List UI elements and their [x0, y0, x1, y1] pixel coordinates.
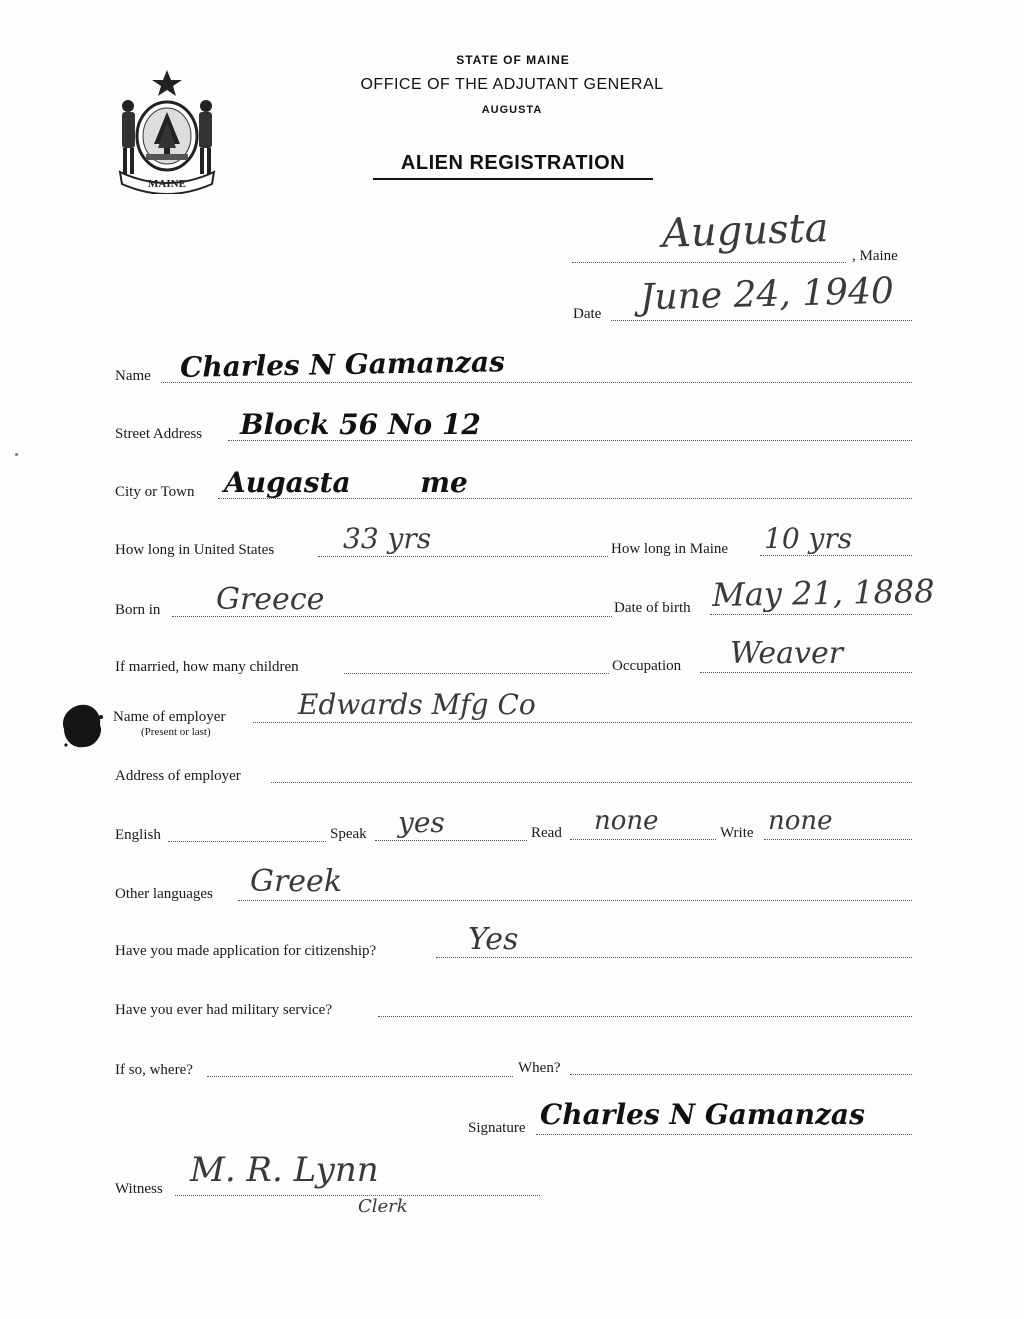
occupation-value[interactable]: Weaver — [730, 636, 844, 671]
signature-line — [536, 1134, 912, 1135]
years-maine-value[interactable]: 10 yrs — [764, 522, 853, 555]
name-value[interactable]: Charles N Gamanzas — [179, 345, 506, 384]
years-maine-line — [760, 555, 912, 556]
scan-speck — [15, 453, 18, 456]
employer-label: Name of employer — [113, 709, 226, 725]
signature-label: Signature — [468, 1120, 526, 1136]
years-maine-label: How long in Maine — [611, 541, 729, 557]
when-line — [570, 1074, 912, 1075]
witness-title: Clerk — [358, 1196, 408, 1217]
seal-text: MAINE — [148, 178, 186, 190]
citizenship-label: Have you made application for citizenship? — [115, 943, 377, 959]
date-line — [611, 320, 912, 321]
header-office: OFFICE OF THE ADJUTANT GENERAL — [360, 76, 664, 93]
read-line — [570, 839, 716, 840]
read-value[interactable]: none — [594, 806, 659, 836]
read-label: Read — [531, 825, 562, 841]
other-languages-value[interactable]: Greek — [250, 864, 342, 899]
years-us-value[interactable]: 33 yrs — [343, 522, 432, 555]
city-label: City or Town — [115, 484, 195, 500]
ink-blot-icon — [60, 703, 104, 749]
employer-line — [253, 722, 912, 723]
witness-label: Witness — [115, 1181, 163, 1197]
born-label: Born in — [115, 602, 161, 618]
employer-value[interactable]: Edwards Mfg Co — [298, 688, 536, 721]
speak-value[interactable]: yes — [398, 806, 445, 839]
occupation-label: Occupation — [612, 658, 682, 674]
born-value[interactable]: Greece — [216, 582, 325, 617]
years-us-line — [318, 556, 608, 557]
employer-sublabel: (Present or last) — [141, 726, 211, 738]
city-value[interactable]: Augasta me — [224, 466, 468, 499]
dob-label: Date of birth — [614, 600, 691, 616]
street-label: Street Address — [115, 426, 203, 442]
citizenship-value[interactable]: Yes — [468, 922, 519, 957]
write-line — [764, 839, 912, 840]
when-label: When? — [518, 1060, 561, 1076]
place-value[interactable]: Augusta — [661, 205, 830, 257]
date-label: Date — [573, 306, 602, 322]
name-label: Name — [115, 368, 151, 384]
english-line — [168, 841, 326, 842]
place-label: , Maine — [852, 248, 898, 264]
place-line — [572, 262, 846, 263]
dob-line — [710, 614, 912, 615]
header-city: AUGUSTA — [481, 104, 543, 116]
citizenship-line — [436, 957, 912, 958]
signature-value[interactable]: Charles N Gamanzas — [540, 1098, 865, 1131]
years-us-label: How long in United States — [115, 542, 275, 558]
dob-value[interactable]: May 21, 1888 — [711, 572, 935, 614]
other-languages-line — [238, 900, 912, 901]
occupation-line — [700, 672, 912, 673]
form-title: ALIEN REGISTRATION — [373, 152, 653, 180]
write-label: Write — [720, 825, 754, 841]
english-label: English — [115, 827, 161, 843]
employer-address-line — [271, 782, 912, 783]
children-label: If married, how many children — [115, 659, 299, 675]
write-value[interactable]: none — [768, 806, 833, 836]
where-label: If so, where? — [115, 1062, 193, 1078]
street-value[interactable]: Block 56 No 12 — [240, 408, 481, 441]
children-line — [344, 673, 609, 674]
military-line — [378, 1016, 912, 1017]
employer-address-label: Address of employer — [115, 768, 241, 784]
where-line — [207, 1076, 513, 1077]
header-state: STATE OF MAINE — [456, 53, 570, 67]
military-label: Have you ever had military service? — [115, 1002, 332, 1018]
speak-label: Speak — [330, 826, 367, 842]
witness-value[interactable]: M. R. Lynn — [190, 1150, 379, 1190]
speak-line — [375, 840, 527, 841]
other-languages-label: Other languages — [115, 886, 213, 902]
date-value[interactable]: June 24, 1940 — [639, 270, 895, 319]
